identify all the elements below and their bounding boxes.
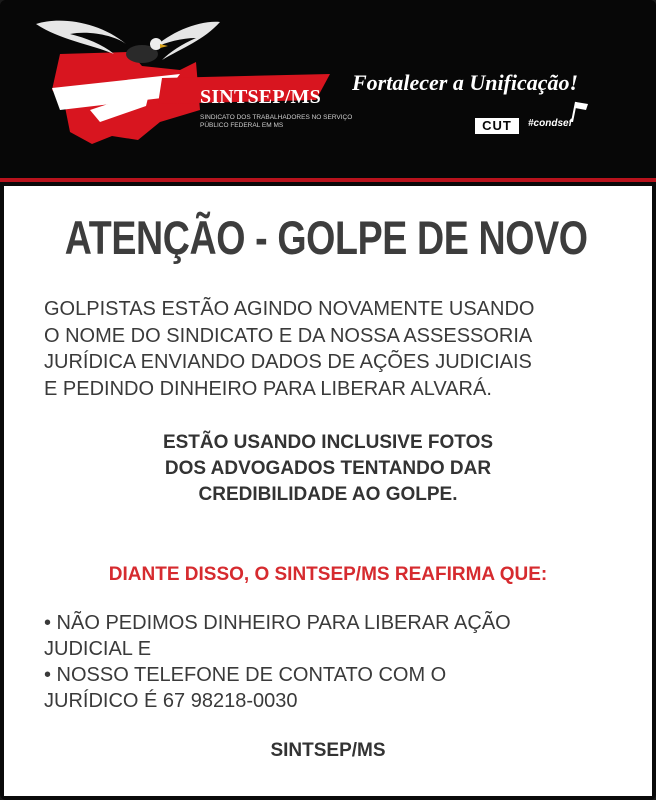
sintsep-logo [30, 14, 353, 150]
paragraph-line: E PEDINDO DINHEIRO PARA LIBERAR ALVARÁ. [44, 377, 492, 400]
warning-text [0, 430, 656, 508]
bullet-line: • NOSSO TELEFONE DE CONTATO COM O [44, 664, 447, 686]
paragraph-line: O NOME DO SINDICATO E DA NOSSA ASSESSORIA [44, 324, 533, 347]
header-divider [0, 178, 656, 182]
notice-title: ATENÇÃO - GOLPE DE NOVO [64, 211, 588, 264]
paragraph-line: GOLPISTAS ESTÃO AGINDO NOVAMENTE USANDO [44, 298, 535, 320]
logo-subtitle: SINDICATO DOS TRABALHADORES NO SERVIÇO PÚBLICO FEDERAL EM MS [200, 114, 353, 129]
warning-line: CREDIBILIDADE AO GOLPE. [198, 484, 458, 505]
scam-description [44, 296, 634, 402]
bullet-line: JUDICIAL E [44, 638, 152, 660]
condsef-logo: #condsef [528, 118, 572, 129]
signature: SINTSEP/MS [270, 740, 386, 761]
slogan: Fortalecer a Unificação! [352, 70, 579, 95]
cut-logo: CUT [475, 118, 519, 134]
affirmation-list [44, 610, 634, 714]
header-banner [0, 0, 656, 182]
paragraph-line: JURÍDICA ENVIANDO DADOS DE AÇÕES JUDICIAIS [44, 351, 532, 373]
warning-line: ESTÃO USANDO INCLUSIVE FOTOS [162, 432, 494, 453]
bullet-line: • NÃO PEDIMOS DINHEIRO PARA LIBERAR AÇÃO [44, 612, 511, 634]
eagle-and-map-icon [30, 14, 350, 150]
bullet-line: JURÍDICO É 67 98218-0030 [44, 690, 298, 712]
warning-line: DOS ADVOGADOS TENTANDO DAR [164, 458, 492, 479]
logo-name: SINTSEP/MS [200, 86, 321, 108]
affirmation-heading: DIANTE DISSO, O SINTSEP/MS REAFIRMA QUE: [108, 564, 548, 585]
